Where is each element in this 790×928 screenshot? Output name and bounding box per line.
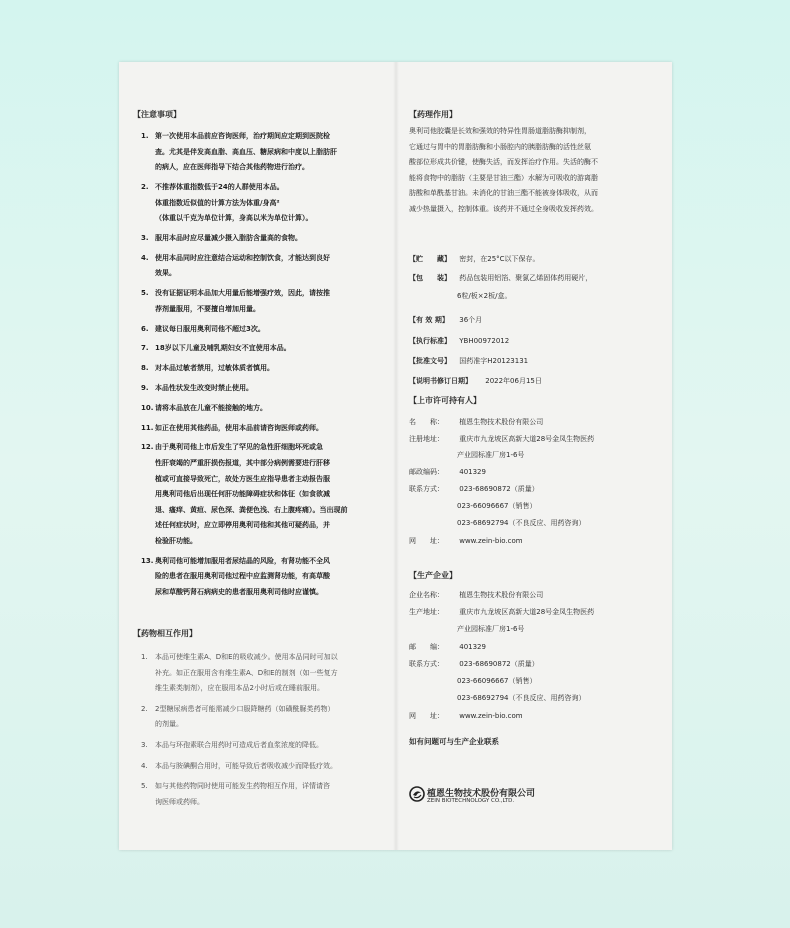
mfr-addr-value-2: 产业园标准厂房1-6号 (457, 625, 525, 633)
item-line: 对本品过敏者禁用，过敏体质者慎用。 (155, 364, 274, 373)
mfr-postal-label: 邮 编： (409, 643, 444, 651)
storage-row (409, 254, 540, 264)
mah-web-value: www.zein-bio.com (459, 537, 523, 545)
storage-value: 密封，在25°C以下保存。 (459, 255, 540, 263)
package-row (409, 273, 592, 283)
logo-company-name-cn: 植恩生物技术股份有限公司 (427, 789, 536, 799)
mah-postal-label: 邮政编码： (409, 468, 444, 476)
mfr-addr-row (409, 607, 594, 617)
list-item (141, 440, 348, 549)
item-line: 建议每日服用奥利司他不超过3次。 (155, 324, 265, 333)
item-line: 如与其他药物同时使用可能发生药物相互作用，详情请咨 (155, 782, 330, 791)
package-label: 【包 装】 (409, 274, 451, 282)
list-item (141, 286, 330, 317)
item-text (155, 702, 334, 733)
pharmacology-heading: 【药理作用】 (409, 110, 457, 119)
item-line: 奥利司他可能增加服用者尿结晶的风险，有肾功能不全风 (155, 556, 330, 565)
item-line: 第一次使用本品前应咨询医师，治疗期间应定期到医院检 (155, 132, 330, 140)
mah-postal-row (409, 467, 486, 477)
item-number: 2. (141, 183, 149, 191)
item-line: 本品与环孢素联合用药时可造成后者血浆浓度的降低。 (155, 741, 323, 749)
item-line: 查。尤其是伴发高血脂、高血压、糖尿病和中度以上脂肪肝 (155, 147, 337, 156)
mfr-phone-2: 023-66096667（销售） (457, 677, 537, 685)
mah-addr-row (409, 434, 594, 444)
item-number: 4. (141, 761, 148, 770)
item-line: 不推荐体重指数低于24的人群使用本品。 (155, 183, 284, 191)
package-value-1: 药品包装用铝箔、聚氯乙烯固体药用硬片， (459, 274, 593, 282)
item-line: （体重以千克为单位计算，身高以米为单位计算）。 (155, 214, 313, 223)
item-text (155, 322, 265, 338)
list-item (141, 129, 337, 176)
list-item (141, 401, 267, 417)
item-line: 植或可直接导致死亡，故处方医生应指导患者主动报告服 (155, 474, 330, 483)
mah-heading: 【上市许可持有人】 (409, 396, 481, 405)
item-text (155, 421, 323, 437)
item-text (155, 779, 330, 810)
item-line: 18岁以下儿童及哺乳期妇女不宜使用本品。 (155, 344, 291, 353)
item-text (155, 650, 338, 697)
mfr-postal-row (409, 642, 486, 652)
item-line: 退、瘙痒、黄疸、尿色深、粪便色浅、右上腹疼痛）。当出现前 (155, 505, 348, 514)
mah-phone-1: 023-68690872（质量） (459, 485, 539, 493)
item-text (155, 759, 337, 775)
mfr-web-label: 网 址： (409, 712, 444, 720)
storage-label: 【贮 藏】 (409, 255, 451, 263)
item-line: 本品可使维生素A、D和E的吸收减少。使用本品同时可加以 (155, 653, 338, 661)
item-line: 由于奥利司他上市后发生了罕见的急性肝细胞坏死或急 (155, 443, 323, 452)
mah-contact-label: 联系方式： (409, 485, 444, 493)
approval-value: 国药准字H20123131 (459, 357, 529, 365)
item-line: 的剂量。 (155, 720, 183, 729)
item-line: 使用本品同时应注意结合运动和控制饮食，才能达到良好 (155, 253, 330, 262)
mah-web-label: 网 址： (409, 537, 444, 545)
mfr-postal-value: 401329 (459, 643, 486, 651)
item-line: 用奥利司他后出现任何肝功能障碍症状和体征（如食欲减 (155, 490, 330, 499)
item-text (155, 381, 253, 397)
paper-fold-crease (393, 62, 399, 850)
mfr-name-row (409, 590, 543, 600)
item-number: 5. (141, 289, 149, 298)
mah-name-label: 名 称： (409, 418, 444, 426)
item-line: 本品与胺碘酮合用时，可能导致后者吸收减少而降低疗效。 (155, 761, 337, 770)
revision-label: 【说明书修订日期】 (409, 377, 472, 385)
list-item (141, 381, 253, 397)
item-text (155, 180, 313, 227)
mfr-contact-row (409, 659, 539, 669)
item-number: 4. (141, 253, 149, 262)
item-line: 2型糖尿病患者可能需减少口服降糖药（如磺酰脲类药物） (155, 704, 335, 713)
revision-value: 2022年06月15日 (485, 377, 542, 385)
item-line: 尿和草酸钙肾石病病史的患者服用奥利司他时应谨慎。 (155, 587, 323, 596)
mah-name-value: 植恩生物技术股份有限公司 (459, 418, 544, 426)
item-number: 12. (141, 443, 154, 452)
pharmacology-text (409, 124, 598, 217)
mfr-name-label: 企业名称： (409, 591, 444, 599)
mfr-name-value: 植恩生物技术股份有限公司 (459, 591, 544, 599)
list-item (141, 231, 302, 247)
list-item (141, 421, 323, 437)
item-number: 8. (141, 364, 149, 373)
mah-name-row (409, 417, 543, 427)
mfr-web-row (409, 711, 523, 721)
standard-label: 【执行标准】 (409, 337, 451, 345)
mah-web-row (409, 536, 523, 546)
item-number: 6. (141, 324, 149, 333)
validity-row (409, 315, 482, 325)
item-line: 没有证据证明本品加大用量后能增强疗效，因此，请按推 (155, 289, 330, 298)
zein-logo-icon (409, 786, 425, 802)
item-text (155, 129, 337, 176)
mfr-web-value: www.zein-bio.com (459, 712, 523, 720)
list-item (141, 779, 330, 810)
validity-value: 36个月 (459, 316, 483, 324)
item-text (155, 286, 330, 317)
item-number: 3. (141, 741, 148, 749)
pharmacology-line: 它通过与胃中的胃脂肪酶和小肠腔内的胰脂肪酶的活性丝氨 (409, 142, 591, 151)
mah-phone-2: 023-66096667（销售） (457, 502, 537, 510)
item-line: 效果。 (155, 269, 176, 278)
mah-addr-value-1: 重庆市九龙坡区高新大道28号金凤生物医药 (459, 435, 595, 443)
item-number: 3. (141, 234, 149, 242)
item-line: 的病人，应在医师指导下结合其他药物进行治疗。 (155, 163, 309, 172)
item-text (155, 738, 323, 754)
item-line: 性肝衰竭的严重肝损伤报道，其中部分病例需要进行肝移 (155, 458, 330, 467)
revision-row (409, 376, 542, 386)
item-line: 体重指数近似值的计算方法为体重/身高² (155, 198, 280, 207)
item-line: 荐剂量服用，不要擅自增加用量。 (155, 304, 260, 313)
mah-postal-value: 401329 (459, 468, 486, 476)
item-text (155, 251, 330, 282)
list-item (141, 650, 338, 697)
pharmacology-line: 能将食物中的脂肪（主要是甘油三酯）水解为可吸收的游离脂 (409, 173, 598, 182)
cautions-heading: 【注意事项】 (133, 110, 181, 119)
item-number: 1. (141, 132, 149, 140)
standard-value: YBH00972012 (459, 337, 510, 345)
list-item (141, 361, 274, 377)
list-item (141, 738, 323, 754)
item-number: 13. (141, 556, 154, 565)
item-number: 9. (141, 384, 149, 392)
mfr-phone-3: 023-68692794（不良反应、用药咨询） (457, 694, 586, 702)
list-item (141, 341, 291, 357)
interactions-heading: 【药物相互作用】 (133, 629, 197, 638)
item-line: 本品性状发生改变时禁止使用。 (155, 384, 253, 392)
list-item (141, 251, 330, 282)
item-text (155, 361, 274, 377)
package-value-2: 6粒/板×2板/盒。 (457, 292, 512, 300)
item-line: 补充。如正在服用含有维生素A、D和E的制剂（如一些复方 (155, 668, 338, 677)
mfr-addr-label: 生产地址： (409, 608, 444, 616)
list-item (141, 180, 313, 227)
pharmacology-line: 奥利司他胶囊是长效和强效的特异性胃肠道脂肪酶抑制剂， (409, 127, 591, 135)
package-insert-leaflet (119, 62, 672, 850)
mah-contact-row (409, 484, 539, 494)
list-item (141, 554, 330, 601)
item-line: 询医师或药师。 (155, 797, 204, 806)
pharmacology-line: 减少热量摄入，控制体重。该药并不通过全身吸收发挥药效。 (409, 204, 598, 213)
standard-row (409, 336, 509, 346)
mah-addr-label: 注册地址： (409, 435, 444, 443)
item-text (155, 341, 291, 357)
item-line: 维生素类制剂），应在服用本品2小时后或在睡前服用。 (155, 684, 324, 693)
item-number: 5. (141, 782, 148, 791)
manufacturer-heading: 【生产企业】 (409, 571, 457, 580)
mah-phone-3: 023-68692794（不良反应、用药咨询） (457, 519, 586, 527)
item-text (155, 440, 348, 549)
item-number: 2. (141, 704, 148, 713)
mfr-phone-1: 023-68690872（质量） (459, 660, 539, 668)
list-item (141, 759, 337, 775)
approval-label: 【批准文号】 (409, 357, 451, 365)
list-item (141, 702, 334, 733)
item-line: 服用本品时应尽量减少摄入脂肪含量高的食物。 (155, 234, 302, 242)
validity-label: 【有 效 期】 (409, 316, 449, 324)
item-text (155, 231, 302, 247)
approval-row (409, 356, 528, 366)
item-line: 检验肝功能。 (155, 536, 197, 545)
list-item (141, 322, 265, 338)
mfr-contact-label: 联系方式： (409, 660, 444, 668)
item-text (155, 554, 330, 601)
item-number: 1. (141, 653, 148, 661)
item-number: 10. (141, 403, 154, 412)
item-line: 险的患者在服用奥利司他过程中应监测肾功能，有高草酸 (155, 572, 330, 581)
mfr-addr-value-1: 重庆市九龙坡区高新大道28号金凤生物医药 (459, 608, 595, 616)
item-line: 请将本品放在儿童不能接触的地方。 (155, 403, 267, 412)
item-number: 11. (141, 423, 154, 432)
mah-addr-value-2: 产业园标准厂房1-6号 (457, 451, 525, 459)
contact-note: 如有问题可与生产企业联系 (409, 737, 499, 746)
item-line: 如正在使用其他药品，使用本品前请咨询医师或药师。 (155, 423, 323, 432)
item-line: 述任何症状时，应立即停用奥利司他和其他可疑药品，并 (155, 521, 330, 530)
pharmacology-line: 肪酸和单酰基甘油。未消化的甘油三酯不能被身体吸收，从而 (409, 189, 598, 197)
item-number: 7. (141, 344, 149, 353)
pharmacology-line: 酸部位形成共价键，使酶失活，而发挥治疗作用。失活的酶不 (409, 158, 598, 166)
item-text (155, 401, 267, 417)
logo-company-name-en: ZEIN BIOTECHNOLOGY CO.,LTD. (427, 798, 515, 804)
